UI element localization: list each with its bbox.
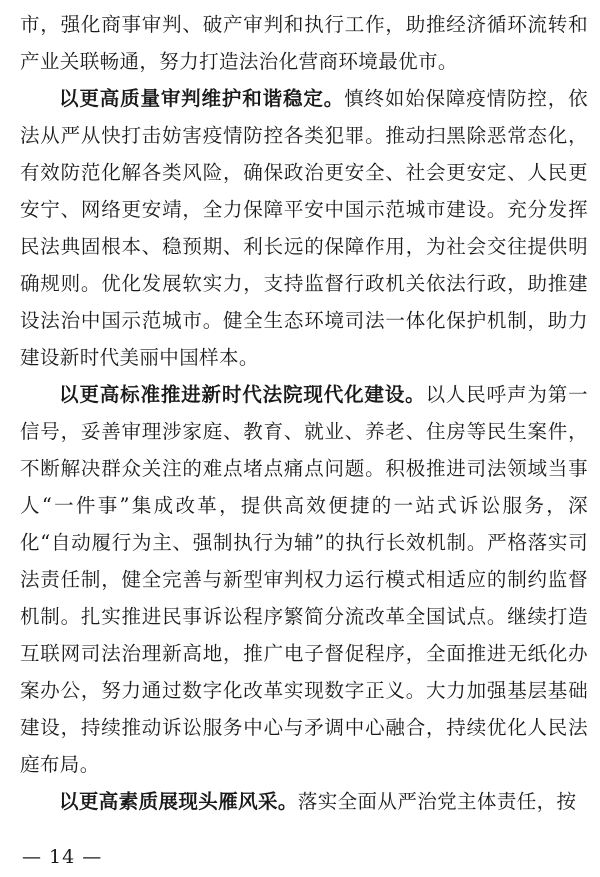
paragraph-text: 落实全面从严治党主体责任，按 [297, 790, 577, 813]
paragraph-court-modernization [20, 376, 588, 783]
paragraph-lead: 以更高质量审判维护和谐稳定。 [59, 87, 345, 110]
paragraph-quality-style [20, 783, 588, 820]
document-body [20, 6, 588, 820]
paragraph-text: 慎终如始保障疫情防控，依法从严从快打击妨害疫情防控各类犯罪。推动扫黑除恶常态化，有效防范化解各类风险，确保政治更安全、社会更安定、人民更安宁、网络更安靖，全力保障平安中国示范城市建设。充分发挥民法典固根本、稳预期、利长远的保障作用，为社会交往提供明确规则。优化发展软实力，支持监督行政机关依法行政，助推建设法治中国示范城市。健全生态环境司法一体化保护机制，助力建设新时代美丽中国样本。 [20, 87, 588, 369]
paragraph-text: 以人民呼声为第一信号，妥善审理涉家庭、教育、就业、养老、住房等民生案件，不断解决群众关注的难点堵点痛点问题。积极推进司法领域当事人“一件事”集成改革，提供高效便捷的一站式诉讼服务，深化“自动履行为主、强制执行为辅”的执行长效机制。严格落实司法责任制，健全完善与新型审判权力运行模式相适应的制约监督机制。扎实推进民事诉讼程序繁简分流改革全国试点。继续打造互联网司法治理新高地，推广电子督促程序，全面推进无纸化办案办公，努力通过数字化改革实现数字正义。大力加强基层基础建设，持续推动诉讼服务中心与矛调中心融合，持续优化人民法庭布局。 [20, 383, 589, 776]
paragraph-lead: 以更高素质展现头雁风采。 [59, 790, 298, 813]
paragraph-trial-quality [20, 80, 588, 376]
paragraph-continuation [20, 6, 588, 80]
paragraph-text: 市，强化商事审判、破产审判和执行工作，助推经济循环流转和产业关联畅通，努力打造法治化营商环境最优市。 [20, 13, 588, 73]
page-number: — 14 — [22, 846, 103, 868]
paragraph-lead: 以更高标准推进新时代法院现代化建设。 [59, 383, 426, 406]
